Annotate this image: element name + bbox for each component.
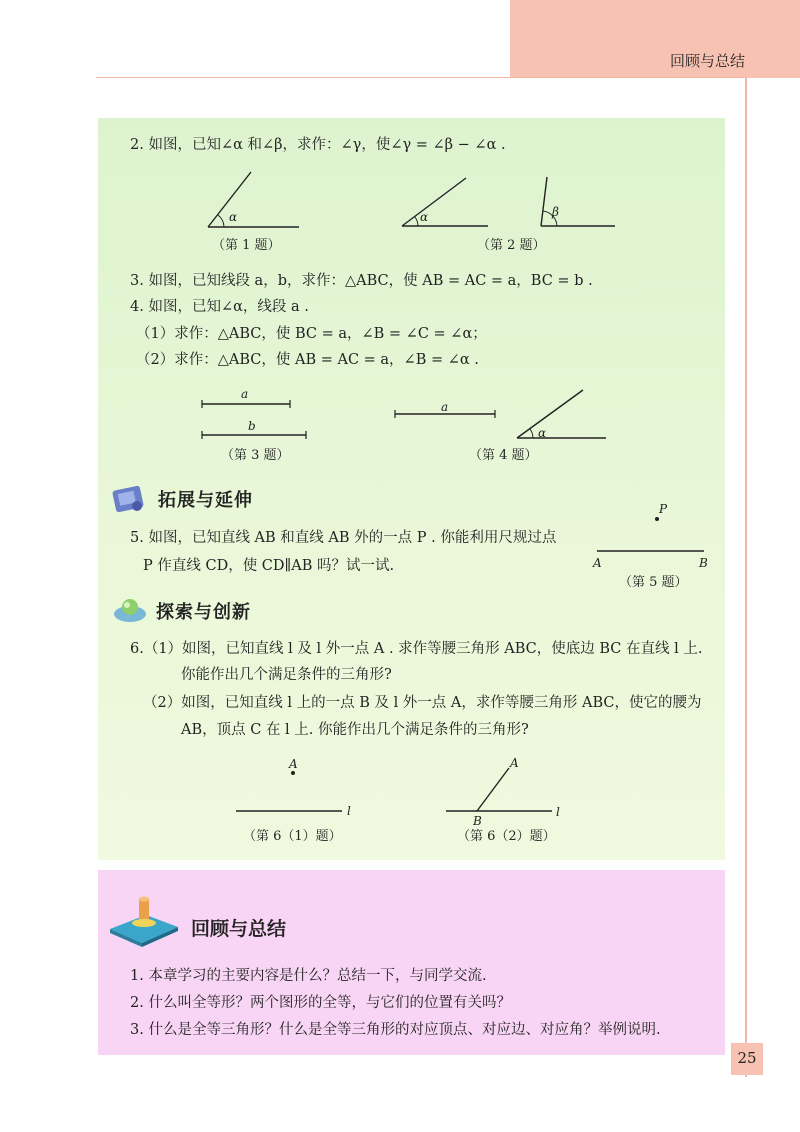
question-6-part-1-line-1: 6.（1）如图，已知直线 l 及 l 外一点 A . 求作等腰三角形 ABC，使底边 BC 在直线 l 上. <box>130 641 703 657</box>
question-6-part-1-line-2: 你能作出几个满足条件的三角形? <box>181 667 392 683</box>
point-p-label: P <box>659 502 668 516</box>
question-2: 2. 如图，已知∠α 和∠β，求作：∠γ，使∠γ = ∠β − ∠α . <box>130 137 506 153</box>
question-4-part-1: （1）求作：△ABC，使 BC = a，∠B = ∠C = ∠α； <box>136 326 487 342</box>
review-heading: 回顾与总结 <box>191 918 287 940</box>
question-5-line-2: P 作直线 CD，使 CD∥AB 吗？试一试. <box>143 558 395 574</box>
figure-6-2-caption: （第 6（2）题） <box>457 829 556 844</box>
question-4-part-2: （2）求作：△ABC，使 AB = AC = a，∠B = ∠α . <box>136 352 479 368</box>
question-6-part-2-line-2: AB，顶点 C 在 l 上. 你能作出几个满足条件的三角形? <box>181 722 529 738</box>
question-6-part-2-line-1: （2）如图，已知直线 l 上的一点 B 及 l 外一点 A，求作等腰三角形 ABC，使它的腰为 <box>143 695 702 711</box>
extension-icon <box>110 484 148 514</box>
review-icon <box>106 885 181 947</box>
question-3: 3. 如图，已知线段 a，b，求作：△ABC，使 AB = AC = a，BC = b . <box>130 273 593 289</box>
segment-a-label: a <box>441 400 449 414</box>
review-item-3: 3. 什么是全等三角形？什么是全等三角形的对应顶点、对应边、对应角？举例说明. <box>130 1022 661 1038</box>
figure-5-line-point <box>594 515 709 555</box>
figure-6-1-caption: （第 6（1）题） <box>243 829 342 844</box>
beta-label: β <box>552 205 559 219</box>
figure-1-caption: （第 1 题） <box>212 238 281 253</box>
point-a-label: A <box>289 757 298 771</box>
figure-3-caption: （第 3 题） <box>221 448 290 463</box>
review-item-1: 1. 本章学习的主要内容是什么？总结一下，与同学交流. <box>130 968 487 984</box>
question-5-line-1: 5. 如图，已知直线 AB 和直线 AB 外的一点 P . 你能利用尺规过点 <box>130 530 557 546</box>
review-item-2: 2. 什么叫全等形？两个图形的全等，与它们的位置有关吗？ <box>130 995 511 1011</box>
header-title: 回顾与总结 <box>670 52 746 70</box>
line-l-label: l <box>556 805 560 819</box>
extension-heading: 拓展与延伸 <box>158 490 253 511</box>
alpha-label: α <box>538 426 547 440</box>
figure-1-angle <box>205 172 305 232</box>
page-number: 25 <box>737 1049 757 1067</box>
header-tab <box>510 0 800 78</box>
point-b-label: B <box>473 814 482 828</box>
figure-5-caption: （第 5 题） <box>619 575 688 590</box>
figure-6-1-line-point <box>234 768 349 814</box>
alpha-label: α <box>420 210 429 224</box>
exploration-heading: 探索与创新 <box>156 602 251 623</box>
point-b-label: B <box>699 556 708 570</box>
point-a-label: A <box>593 556 602 570</box>
question-4: 4. 如图，已知∠α，线段 a . <box>130 299 309 315</box>
header-rule <box>96 77 746 78</box>
side-rule <box>745 77 747 1077</box>
point-a-label: A <box>510 756 519 770</box>
line-l-label: l <box>347 804 351 818</box>
segment-a-label: a <box>241 387 249 401</box>
alpha-label: α <box>229 210 238 224</box>
figure-2-caption: （第 2 题） <box>477 238 546 253</box>
figure-4-segment-angle <box>393 388 613 443</box>
figure-6-2-line-ray <box>444 766 559 816</box>
segment-b-label: b <box>248 419 256 433</box>
figure-4-caption: （第 4 题） <box>469 448 538 463</box>
figure-2-angles <box>395 172 625 232</box>
exploration-icon <box>112 596 148 624</box>
